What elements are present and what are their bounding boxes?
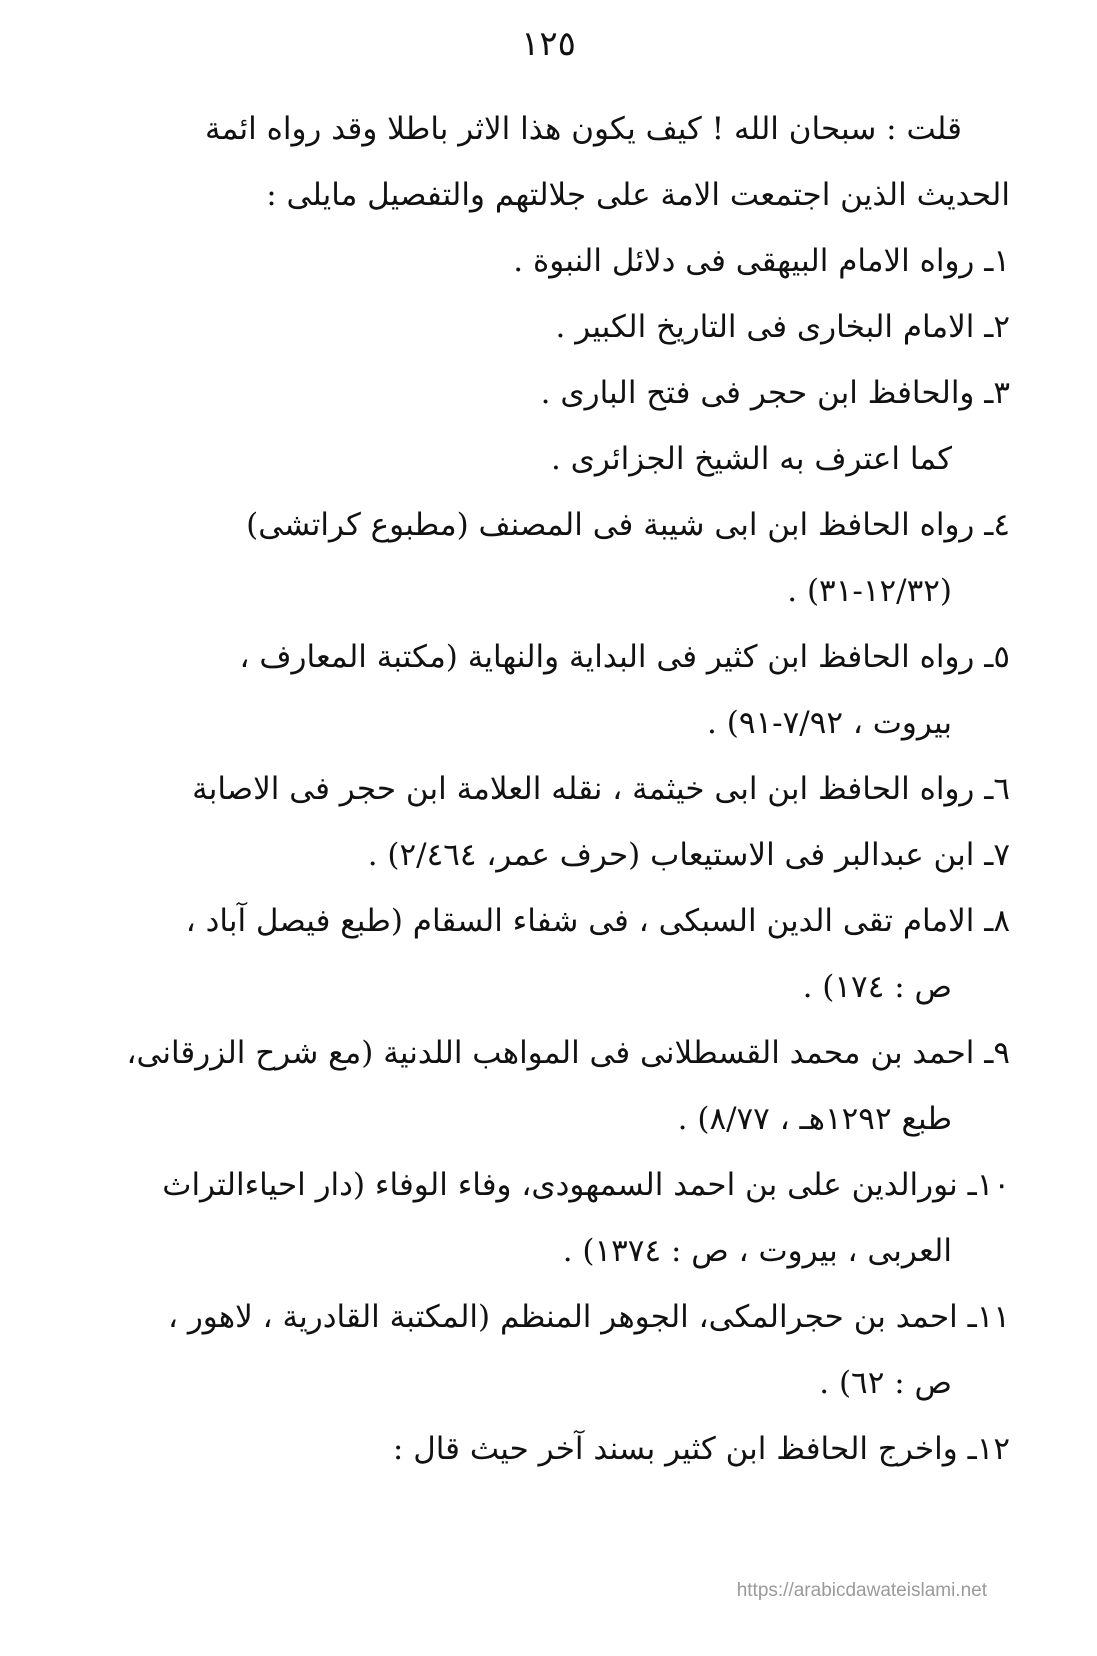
list-item-2: ٢ـ الامام البخارى فى التاريخ الكبير .	[555, 309, 1010, 345]
list-item-12: ١٢ـ واخرج الحافظ ابن كثير بسند آخر حيث قال :	[392, 1431, 1010, 1467]
intro-line: قلت : سبحان الله ! كيف يكون هذا الاثر باطلا وقد رواه ائمة	[204, 111, 962, 147]
list-item-8-continuation: ص : ١٧٤) .	[802, 969, 952, 1005]
list-item-3: ٣ـ والحافظ ابن حجر فى فتح البارى .	[540, 375, 1010, 411]
list-item-10-continuation: العربى ، بيروت ، ص : ١٣٧٤) .	[562, 1233, 952, 1269]
list-item-11-continuation: ص : ٦٢) .	[819, 1365, 952, 1401]
page-number: ١٢٥	[521, 24, 576, 64]
list-item-9: ٩ـ احمد بن محمد القسطلانى فى المواهب اللدنية (مع شرح الزرقانى،	[126, 1035, 1010, 1071]
list-item-6: ٦ـ رواه الحافظ ابن ابى خيثمة ، نقله العلامة ابن حجر فى الاصابة	[192, 771, 1010, 807]
list-item-10: ١٠ـ نورالدين على بن احمد السمهودى، وفاء الوفاء (دار احياءالتراث	[162, 1167, 1010, 1203]
page-body	[110, 96, 1010, 1482]
list-item-1: ١ـ رواه الامام البيهقى فى دلائل النبوة .	[513, 243, 1010, 279]
list-item-9-continuation: طبع ١٢٩٢هـ ، ٨/٧٧) .	[677, 1101, 952, 1137]
list-item-5: ٥ـ رواه الحافظ ابن كثير فى البداية والنهاية (مكتبة المعارف ،	[239, 639, 1010, 675]
list-item-11: ١١ـ احمد بن حجرالمكى، الجوهر المنظم (المكتبة القادرية ، لاهور ،	[167, 1299, 1010, 1335]
intro-line: الحديث الذين اجتمعت الامة على جلالتهم والتفصيل مايلى :	[266, 177, 1010, 213]
list-item-4-continuation: (١٢/٣٢-٣١) .	[787, 573, 952, 609]
watermark-url: https://arabicdawateislami.net	[736, 1580, 987, 1601]
list-item-7: ٧ـ ابن عبدالبر فى الاستيعاب (حرف عمر، ٢/٤٦٤) .	[367, 837, 1010, 873]
list-item-4: ٤ـ رواه الحافظ ابن ابى شيبة فى المصنف (مطبوع كراتشى)	[246, 507, 1010, 543]
list-item-8: ٨ـ الامام تقى الدين السبكى ، فى شفاء السقام (طبع فيصل آباد ،	[185, 903, 1010, 939]
list-item-3-note: كما اعترف به الشيخ الجزائرى .	[550, 441, 952, 477]
list-item-5-continuation: بيروت ، ٧/٩٢-٩١) .	[707, 705, 952, 741]
